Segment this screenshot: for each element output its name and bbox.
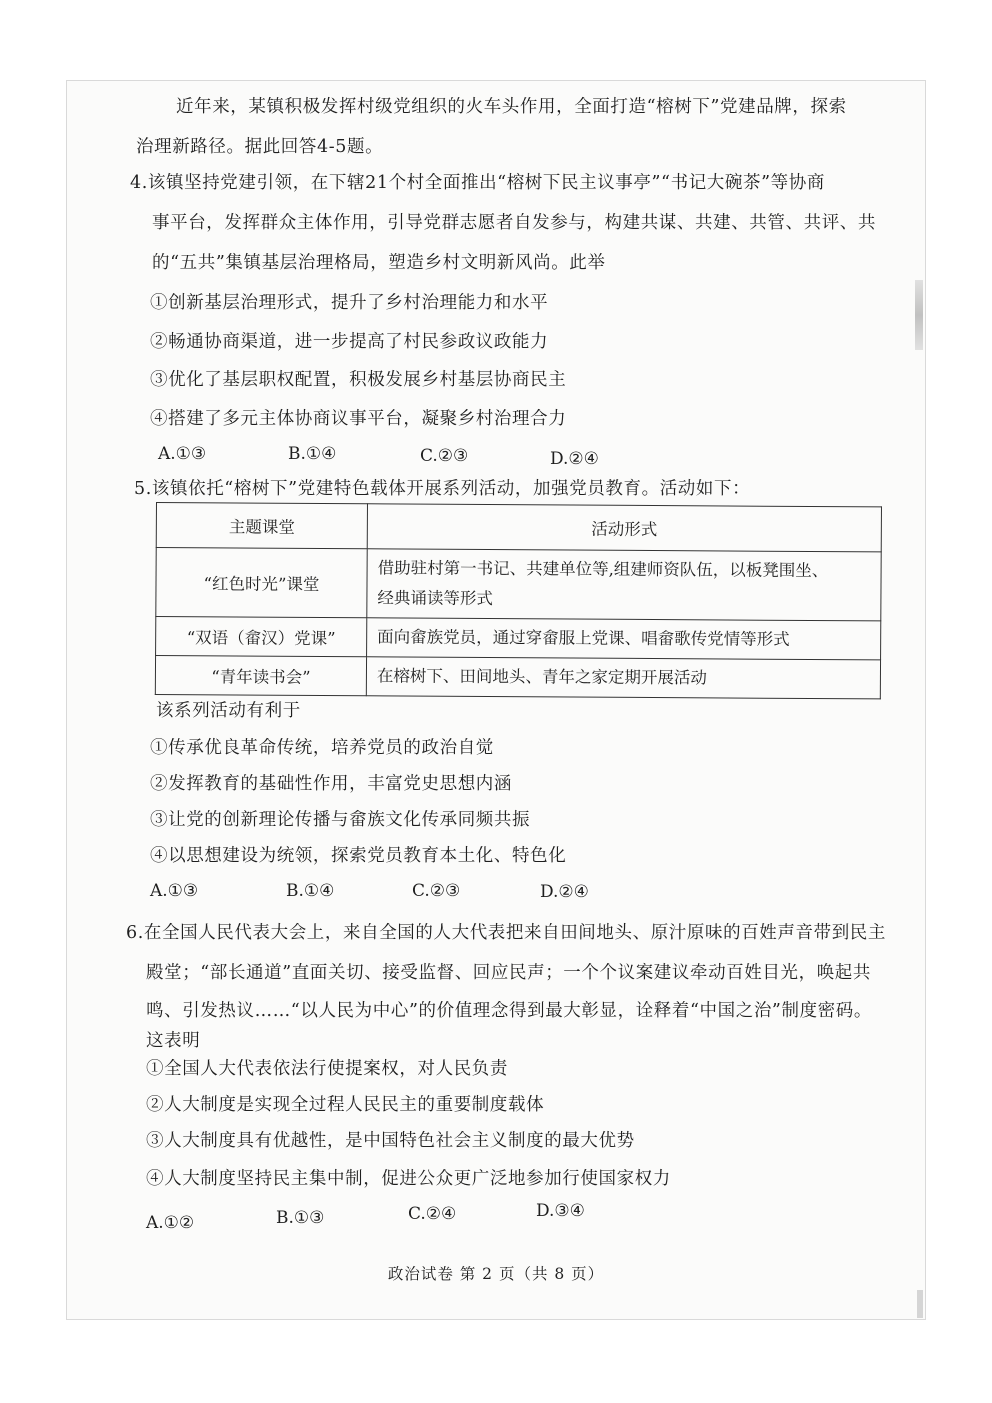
q6-statement-4: ④人大制度坚持民主集中制，促进公众更广泛地参加行使国家权力: [146, 1169, 671, 1189]
table-header-form: 活动形式: [367, 504, 881, 552]
q6-statement-1: ①全国人大代表依法行使提案权，对人民负责: [146, 1059, 508, 1079]
intro-line-2: 治理新路径。据此回答4-5题。: [136, 137, 384, 157]
table-cell-theme: “青年读书会”: [155, 656, 366, 696]
scan-edge-mark: [915, 280, 923, 350]
table-header-row: [156, 503, 881, 552]
scan-edge-mark: [917, 1290, 923, 1318]
table-row: [155, 656, 880, 699]
q6-statement-3: ③人大制度具有优越性，是中国特色社会主义制度的最大优势: [146, 1131, 635, 1151]
q4-statement-2: ②畅通协商渠道，进一步提高了村民参政议政能力: [150, 332, 549, 352]
q5-lead: 该系列活动有利于: [156, 701, 301, 721]
q6-stem-line-2: 殿堂；“部长通道”直面关切、接受监督、回应民声；一个个议案建议牵动百姓目光，唤起共: [146, 963, 871, 983]
q6-option-b: B.①③: [276, 1208, 325, 1228]
table-cell-form-line: 借助驻村第一书记、共建单位等,组建师资队伍，以板凳围坐、: [377, 558, 829, 581]
table-cell-theme: “红色时光”课堂: [156, 548, 367, 618]
table-cell-form: 在榕树下、田间地头、青年之家定期开展活动: [366, 657, 880, 699]
table-cell-theme: “双语（畲汉）党课”: [156, 617, 367, 657]
table-row: [156, 548, 881, 621]
q6-option-d: D.③④: [536, 1201, 585, 1221]
activity-table: [155, 502, 882, 699]
table-cell-form: 面向畲族党员，通过穿畲服上党课、唱畲歌传党情等形式: [367, 618, 881, 660]
q5-statement-4: ④以思想建设为统领，探索党员教育本土化、特色化: [150, 846, 567, 866]
q5-option-a: A.①③: [150, 881, 199, 901]
q4-stem-line-2: 事平台，发挥群众主体作用，引导党群志愿者自发参与，构建共谋、共建、共管、共评、共: [152, 213, 876, 233]
table-cell-form: [367, 549, 881, 621]
q5-option-d: D.②④: [540, 882, 589, 902]
q5-stem: 5.该镇依托“榕树下”党建特色载体开展系列活动，加强党员教育。活动如下：: [134, 479, 751, 499]
table-cell-form-line: 经典诵读等形式: [377, 588, 493, 609]
table-row: [156, 617, 881, 660]
q5-statement-1: ①传承优良革命传统，培养党员的政治自觉: [150, 738, 494, 758]
q4-stem-line-1: 4.该镇坚持党建引领，在下辖21个村全面推出“榕树下民主议事亭”“书记大碗茶”等协商: [130, 173, 825, 193]
q4-statement-4: ④搭建了多元主体协商议事平台，凝聚乡村治理合力: [150, 409, 567, 429]
q6-option-a: A.①②: [146, 1213, 195, 1233]
q4-stem-line-3: 的“五共”集镇基层治理格局，塑造乡村文明新风尚。此举: [152, 253, 606, 273]
page-footer: 政治试卷 第 2 页（共 8 页）: [387, 1265, 605, 1283]
q5-option-b: B.①④: [286, 881, 335, 901]
q5-option-c: C.②③: [412, 881, 461, 901]
q4-statement-3: ③优化了基层职权配置，积极发展乡村基层协商民主: [150, 370, 567, 390]
q6-stem-line-3: 鸣、引发热议……“以人民为中心”的价值理念得到最大彰显，诠释着“中国之治”制度密码。: [146, 1001, 872, 1021]
q6-lead: 这表明: [146, 1031, 201, 1051]
table-header-theme: 主题课堂: [156, 503, 367, 549]
q4-statement-1: ①创新基层治理形式，提升了乡村治理能力和水平: [150, 293, 549, 313]
q4-option-d: D.②④: [550, 449, 599, 469]
q5-statement-3: ③让党的创新理论传播与畲族文化传承同频共振: [150, 810, 531, 830]
q4-option-a: A.①③: [158, 444, 207, 464]
q4-option-c: C.②③: [420, 446, 469, 466]
q6-statement-2: ②人大制度是实现全过程人民民主的重要制度载体: [146, 1095, 545, 1115]
q6-stem-line-1: 6.在全国人民代表大会上，来自全国的人大代表把来自田间地头、原汁原味的百姓声音带到民主: [126, 923, 886, 943]
q6-option-c: C.②④: [408, 1204, 457, 1224]
q5-statement-2: ②发挥教育的基础性作用，丰富党史思想内涵: [150, 774, 512, 794]
q4-option-b: B.①④: [288, 444, 337, 464]
intro-line-1: 近年来，某镇积极发挥村级党组织的火车头作用，全面打造“榕树下”党建品牌，探索: [176, 97, 847, 117]
